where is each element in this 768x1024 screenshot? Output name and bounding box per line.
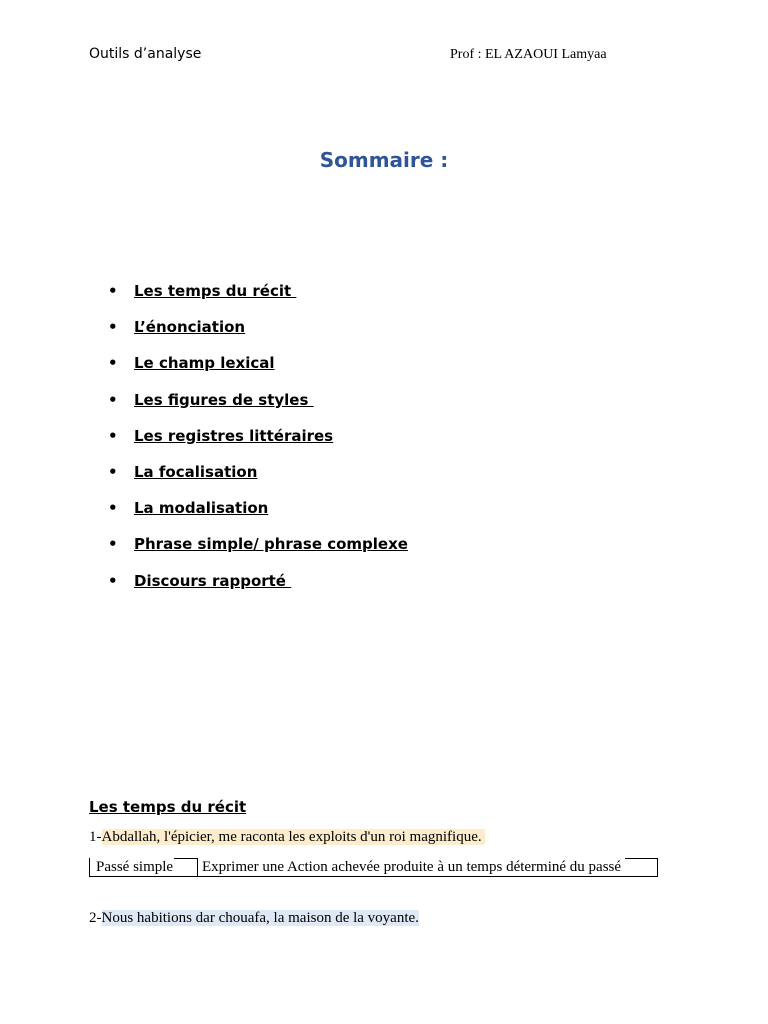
- bullet-icon: •: [108, 462, 118, 481]
- bullet-icon: •: [108, 318, 118, 337]
- table-column-divider: [197, 858, 198, 877]
- table-border: [657, 858, 658, 877]
- toc-item-label[interactable]: Phrase simple/ phrase complexe: [134, 535, 408, 554]
- table-border: [89, 858, 90, 877]
- toc-item-figures-de-styles[interactable]: [108, 390, 408, 426]
- table-of-contents: [108, 281, 408, 607]
- example-sentence-1: [89, 828, 485, 847]
- example-sentence-2: [89, 909, 419, 928]
- header-right-text: Prof : EL AZAOUI Lamyaa: [450, 47, 607, 62]
- bullet-icon: •: [108, 571, 118, 590]
- highlighted-sentence: Nous habitions dar chouafa, la maison de la voyante.: [101, 910, 419, 926]
- toc-item-label[interactable]: Le champ lexical: [134, 354, 275, 373]
- toc-item-label[interactable]: Discours rapporté: [134, 571, 292, 590]
- toc-item-modalisation[interactable]: [108, 498, 408, 534]
- toc-item-label[interactable]: Les registres littéraires: [134, 426, 334, 445]
- toc-item-label[interactable]: Les temps du récit: [134, 282, 297, 300]
- toc-item-registres-litteraires[interactable]: [108, 426, 408, 462]
- toc-item-discours-rapporte[interactable]: [108, 571, 408, 607]
- bullet-icon: •: [108, 535, 118, 554]
- table-border: [89, 876, 658, 877]
- highlighted-sentence: Abdallah, l'épicier, me raconta les exploits d'un roi magnifique.: [101, 829, 486, 845]
- header-left-text: Outils d’analyse: [89, 46, 202, 62]
- tense-table: [89, 858, 658, 877]
- toc-item-label[interactable]: Les figures de styles: [134, 390, 314, 409]
- toc-item-label[interactable]: L’énonciation: [134, 318, 246, 337]
- table-border: [625, 858, 658, 859]
- toc-item-temps-du-recit[interactable]: [108, 281, 408, 317]
- page-title: Sommaire :: [319, 148, 449, 172]
- section-title: Les temps du récit: [89, 798, 247, 816]
- toc-item-focalisation[interactable]: [108, 462, 408, 498]
- bullet-icon: •: [108, 390, 118, 409]
- example-number: 1-: [89, 829, 102, 845]
- toc-item-phrase-simple-complexe[interactable]: [108, 534, 408, 570]
- bullet-icon: •: [108, 426, 118, 445]
- example-number: 2-: [89, 910, 102, 926]
- bullet-icon: •: [108, 354, 118, 373]
- toc-item-champ-lexical[interactable]: [108, 353, 408, 389]
- table-border: [174, 858, 198, 859]
- toc-item-enonciation[interactable]: [108, 317, 408, 353]
- toc-item-label[interactable]: La focalisation: [134, 462, 258, 481]
- table-cell-tense: Passé simple: [96, 859, 174, 875]
- table-cell-usage: Exprimer une Action achevée produite à un temps déterminé du passé: [202, 859, 622, 875]
- bullet-icon: •: [108, 282, 118, 300]
- bullet-icon: •: [108, 499, 118, 518]
- toc-item-label[interactable]: La modalisation: [134, 499, 269, 518]
